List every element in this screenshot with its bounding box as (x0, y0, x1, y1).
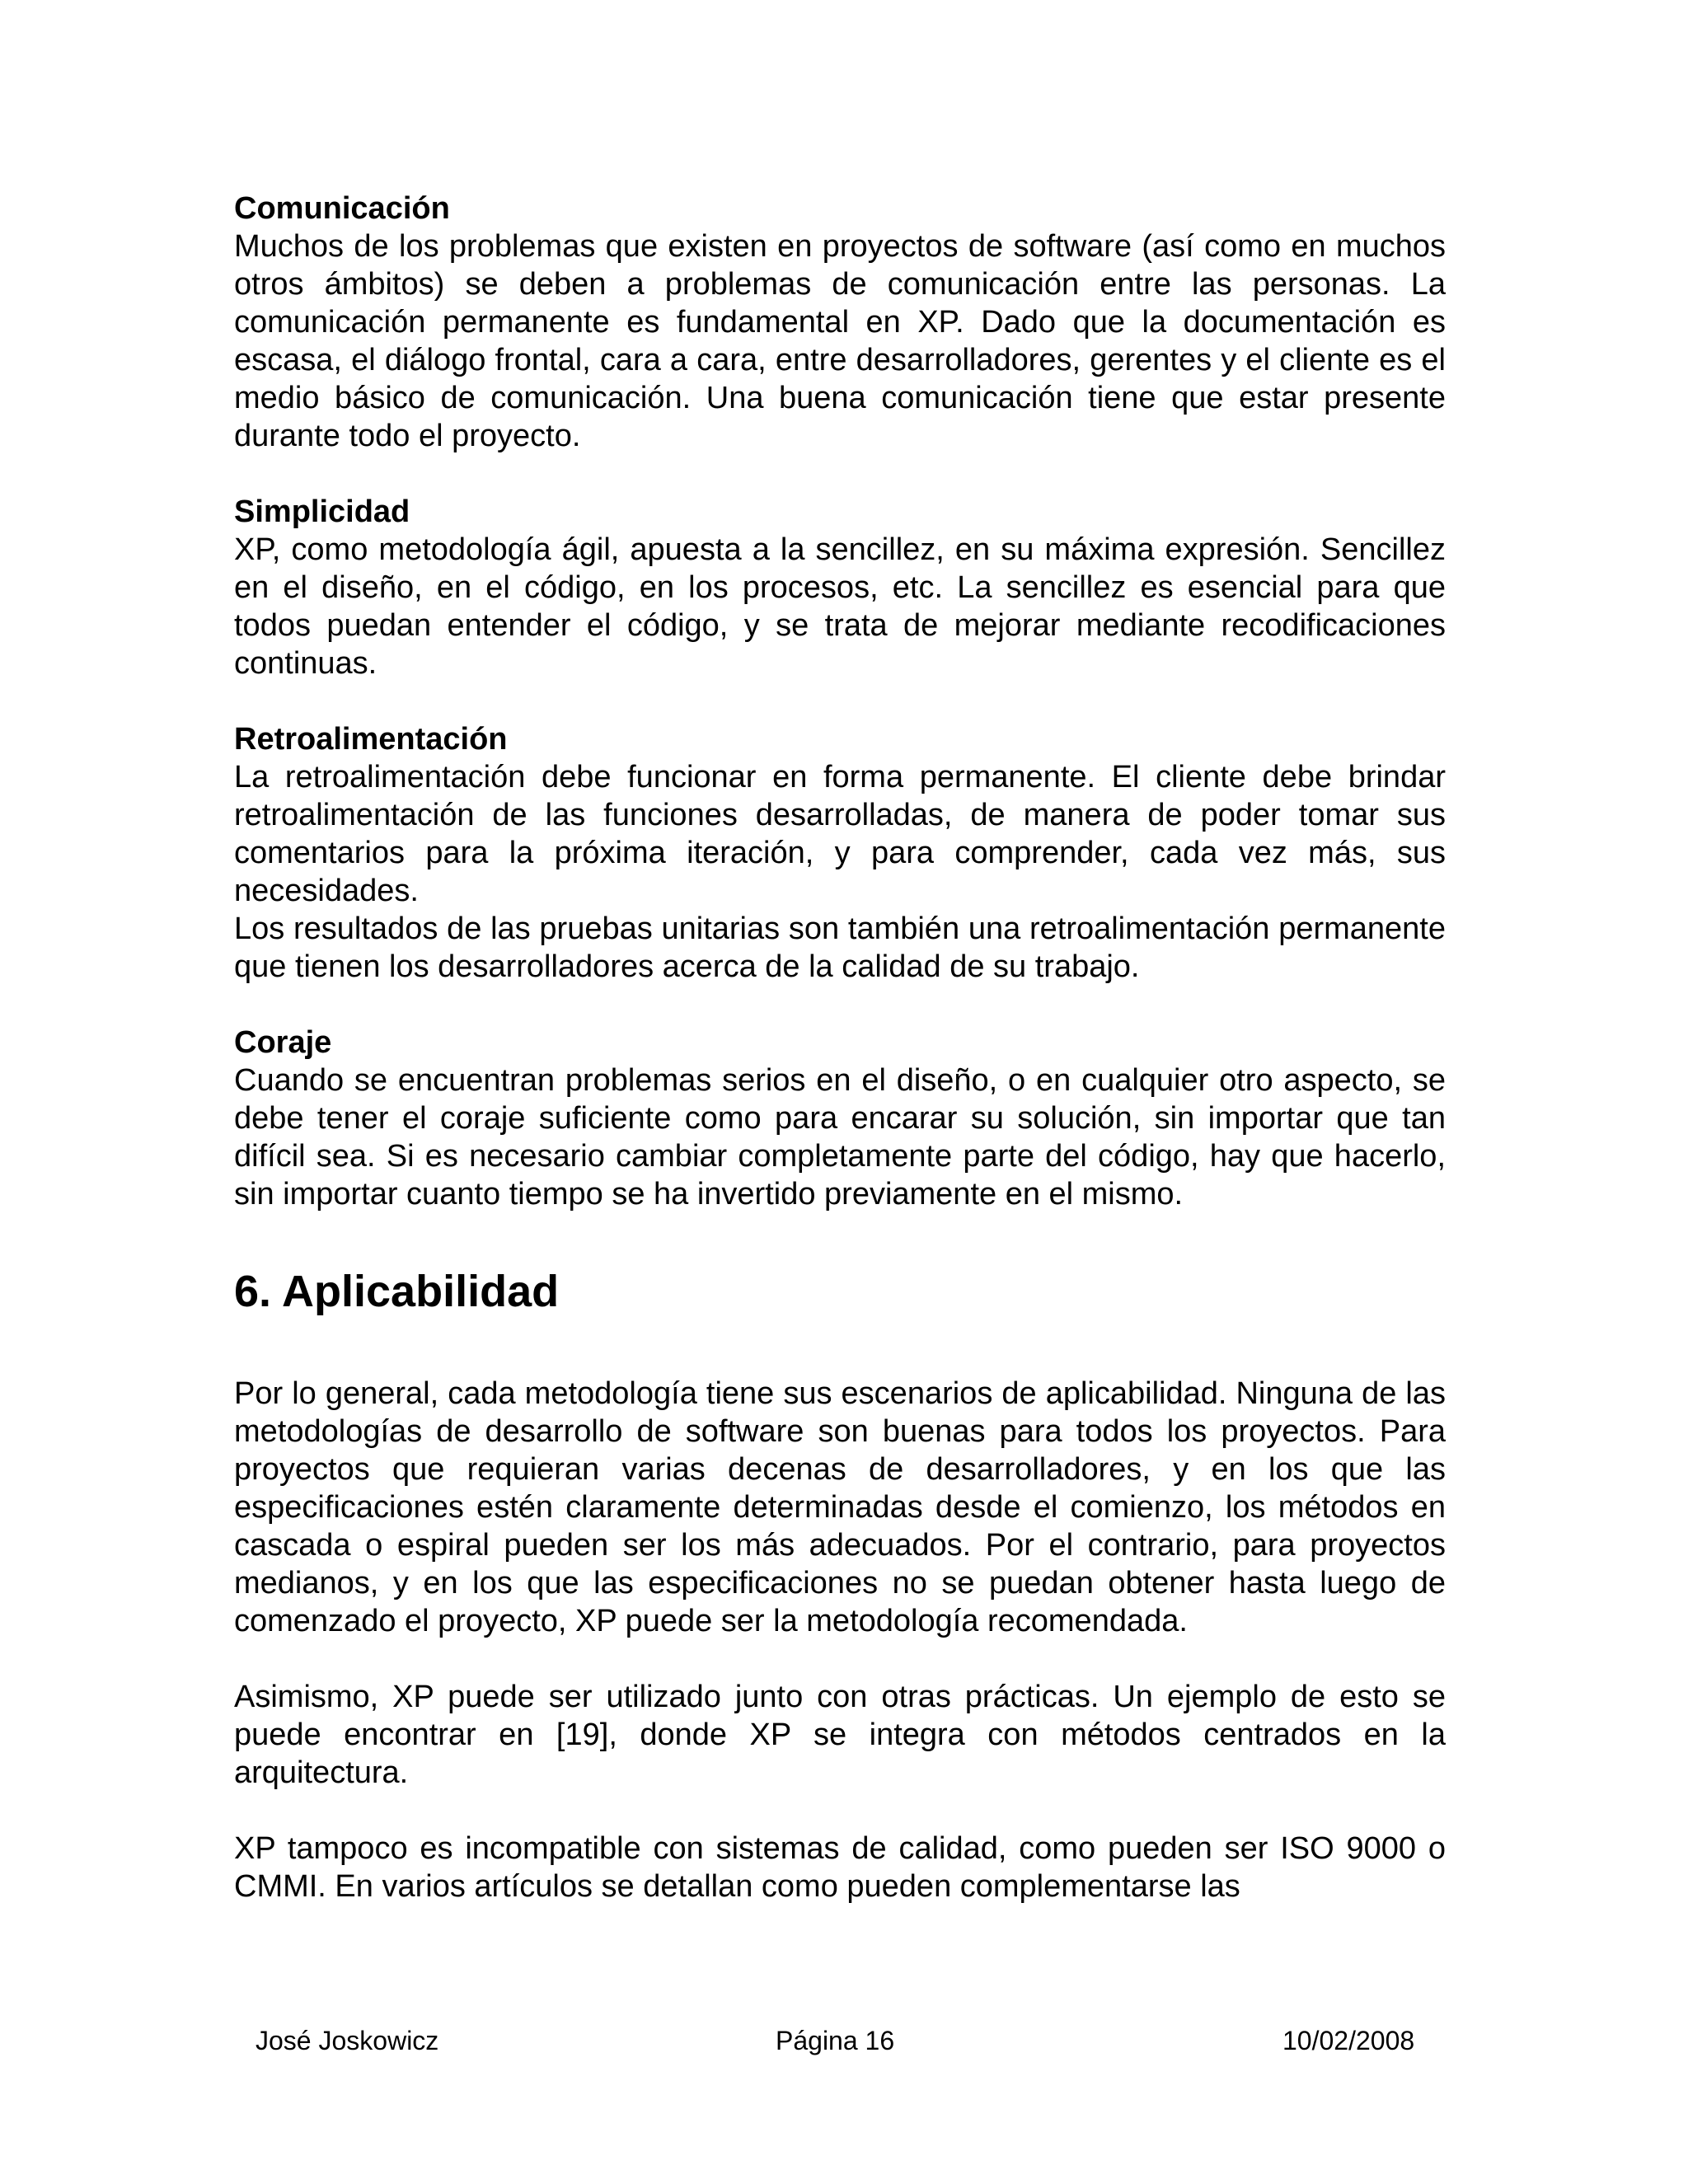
section-simplicidad (234, 493, 1446, 682)
section-heading: Simplicidad (234, 494, 410, 529)
spacer (234, 1792, 1446, 1830)
spacer (234, 986, 1446, 1024)
paragraph: Asimismo, XP puede ser utilizado junto con otras prácticas. Un ejemplo de esto se puede encontrar en [19], donde XP se integra con métodos centrados en la arquitectura. (234, 1680, 1446, 1790)
section-heading: Coraje (234, 1025, 332, 1060)
paragraph: XP tampoco es incompatible con sistemas de calidad, como pueden ser ISO 9000 o CMMI. En varios artículos se detallan como pueden complementarse las (234, 1831, 1446, 1904)
page-content (234, 190, 1446, 1905)
section-comunicacion (234, 190, 1446, 455)
section-coraje (234, 1024, 1446, 1213)
spacer (234, 682, 1446, 720)
page-footer (0, 2024, 1688, 2057)
paragraph: XP, como metodología ágil, apuesta a la sencillez, en su máxima expresión. Sencillez en el diseño, en el código, en los procesos, etc. La sencillez es esencial para que todos puedan entender el código, y se trata de mejorar mediante recodificaciones continuas. (234, 532, 1446, 681)
section-retroalimentacion (234, 720, 1446, 986)
paragraph: Por lo general, cada metodología tiene sus escenarios de aplicabilidad. Ninguna de las metodologías de desarrollo de software son buenas para todos los proyectos. Para proyectos que requieran varias decenas de desarrolladores, y en los que las especificaciones estén claramente determinadas desde el comienzo, los métodos en cascada o espiral pueden ser los más adecuados. Por el contrario, para proyectos medianos, y en los que las especificaciones no se puedan obtener hasta luego de comenzado el proyecto, XP puede ser la metodología recomendada. (234, 1376, 1446, 1638)
paragraph: La retroalimentación debe funcionar en forma permanente. El cliente debe brindar retroalimentación de las funciones desarrolladas, de manera de poder tomar sus comentarios para la próxima iteración, y para comprender, cada vez más, sus necesidades. (234, 760, 1446, 908)
spacer (234, 455, 1446, 493)
section-heading: Retroalimentación (234, 722, 508, 757)
paragraph: Muchos de los problemas que existen en proyectos de software (así como en muchos otros ámbitos) se deben a problemas de comunicación entre las personas. La comunicación permanente es fundamental en XP. Dado que la documentación es escasa, el diálogo frontal, cara a cara, entre desarrolladores, gerentes y el cliente es el medio básico de comunicación. Una buena comunicación tiene que estar presente durante todo el proyecto. (234, 229, 1446, 453)
spacer (234, 1640, 1446, 1678)
paragraph: Cuando se encuentran problemas serios en el diseño, o en cualquier otro aspecto, se debe tener el coraje suficiente como para encarar su solución, sin importar que tan difícil sea. Si es necesario cambiar completamente parte del código, hay que hacerlo, sin importar cuanto tiempo se ha invertido previamente en el mismo. (234, 1063, 1446, 1212)
section-heading: Comunicación (234, 191, 450, 226)
footer-author: José Joskowicz (256, 2026, 439, 2055)
footer-date: 10/02/2008 (1282, 2026, 1415, 2055)
paragraph: Los resultados de las pruebas unitarias son también una retroalimentación permanente que tienen los desarrolladores acerca de la calidad de su trabajo. (234, 912, 1446, 984)
footer-page-number: Página 16 (776, 2026, 895, 2055)
chapter-title: 6. Aplicabilidad (234, 1267, 560, 1316)
chapter-body (234, 1375, 1446, 1905)
